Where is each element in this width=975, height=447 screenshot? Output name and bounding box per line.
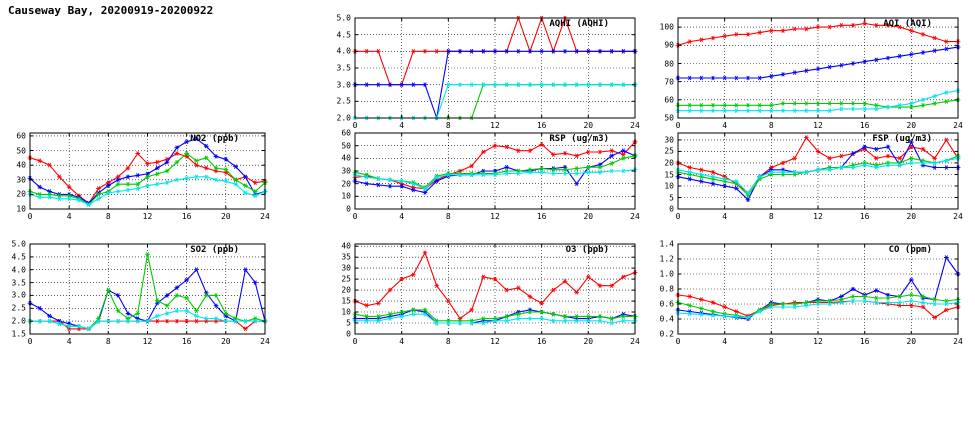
x-tick-label: 20 (583, 337, 594, 346)
x-tick-label: 24 (260, 212, 270, 221)
chart-title: NO2 (ppb) (190, 134, 239, 144)
x-tick-label: 8 (445, 121, 451, 130)
y-tick-label: 4.5 (336, 30, 351, 40)
y-tick-label: 10 (341, 191, 351, 201)
y-tick-label: 3.0 (11, 290, 26, 300)
y-tick-label: 4.0 (11, 265, 26, 275)
y-tick-label: 0 (346, 204, 351, 214)
x-tick-label: 0 (27, 337, 33, 346)
x-tick-label: 16 (536, 212, 547, 221)
chart-panel-so2 (2, 232, 277, 356)
chart-title: RSP (ug/m3) (549, 134, 609, 144)
y-tick-label: 20 (341, 285, 351, 295)
x-tick-label: 12 (490, 121, 500, 130)
y-tick-label: 100 (659, 22, 674, 32)
chart-panel-no2 (2, 121, 277, 231)
x-tick-label: 0 (352, 337, 358, 346)
y-tick-label: 0 (669, 204, 674, 214)
chart-title: SO2 (ppb) (190, 245, 239, 255)
y-tick-label: 5 (346, 318, 351, 328)
x-tick-label: 4 (66, 212, 72, 221)
x-tick-label: 12 (813, 212, 823, 221)
x-tick-label: 24 (630, 337, 640, 346)
y-tick-label: 1.2 (659, 254, 674, 264)
x-tick-label: 24 (953, 121, 963, 130)
x-tick-label: 4 (66, 337, 72, 346)
x-tick-label: 4 (722, 121, 728, 130)
y-tick-label: 2.5 (336, 96, 351, 106)
x-tick-label: 0 (675, 212, 681, 221)
chart-title: CO (ppm) (888, 245, 932, 255)
y-tick-label: 80 (664, 59, 674, 68)
y-tick-label: 5.0 (11, 239, 26, 249)
y-tick-label: 5.0 (336, 13, 351, 23)
x-tick-label: 20 (906, 337, 917, 346)
chart-panel-rsp (327, 121, 647, 231)
x-tick-label: 4 (399, 212, 405, 221)
x-tick-label: 24 (630, 121, 640, 130)
x-tick-label: 12 (813, 121, 823, 130)
y-tick-label: 60 (16, 131, 26, 141)
y-tick-label: 15 (664, 170, 674, 179)
x-tick-label: 4 (399, 337, 405, 346)
y-tick-label: 3.5 (11, 278, 26, 288)
y-tick-label: 3.0 (336, 80, 351, 90)
x-tick-label: 16 (181, 212, 192, 221)
y-tick-label: 5 (669, 193, 674, 202)
y-tick-label: 90 (664, 40, 674, 50)
x-tick-label: 16 (536, 121, 547, 130)
y-tick-label: 4.0 (336, 46, 351, 56)
y-tick-label: 3.5 (336, 63, 351, 73)
chart-panel-aqhi (327, 6, 647, 140)
x-tick-label: 12 (813, 337, 823, 346)
y-tick-label: 15 (341, 296, 351, 306)
y-tick-label: 30 (16, 175, 26, 185)
x-tick-label: 8 (105, 337, 111, 346)
x-tick-label: 8 (768, 121, 774, 130)
y-tick-label: 0 (346, 329, 351, 339)
y-tick-label: 30 (341, 166, 351, 176)
x-tick-label: 24 (260, 337, 270, 346)
y-tick-label: 0.8 (659, 284, 674, 294)
x-tick-label: 16 (536, 337, 547, 346)
y-tick-label: 30 (664, 135, 674, 145)
chart-panel-aqi (650, 6, 970, 140)
x-tick-label: 20 (906, 121, 917, 130)
chart-panel-fsp (650, 121, 970, 231)
x-tick-label: 12 (142, 337, 153, 346)
chart-title: O3 (ppb) (565, 245, 609, 255)
y-tick-label: 50 (16, 146, 26, 155)
page-title: Causeway Bay, 20200919-20200922 (8, 4, 214, 17)
y-tick-label: 10 (16, 204, 26, 214)
y-tick-label: 10 (341, 307, 351, 317)
y-tick-label: 20 (341, 179, 351, 189)
y-tick-label: 0.6 (659, 299, 674, 309)
chart-panel-co (650, 232, 970, 356)
x-tick-label: 0 (27, 212, 33, 221)
x-tick-label: 8 (768, 212, 774, 221)
x-tick-label: 0 (352, 121, 358, 130)
y-tick-label: 60 (341, 128, 351, 138)
x-tick-label: 16 (859, 121, 870, 130)
y-tick-label: 1.5 (11, 329, 26, 339)
x-tick-label: 12 (490, 212, 500, 221)
y-tick-label: 2.0 (11, 316, 26, 326)
y-tick-label: 1.0 (659, 269, 674, 279)
x-tick-label: 24 (953, 337, 963, 346)
y-tick-label: 30 (341, 263, 351, 273)
x-tick-label: 20 (220, 212, 231, 221)
x-tick-label: 0 (675, 337, 681, 346)
y-tick-label: 2.0 (336, 113, 351, 123)
x-tick-label: 20 (583, 121, 594, 130)
x-tick-label: 16 (181, 337, 192, 346)
y-tick-label: 50 (341, 141, 351, 151)
x-tick-label: 20 (220, 337, 231, 346)
y-tick-label: 0.2 (659, 329, 674, 339)
x-tick-label: 16 (859, 337, 870, 346)
x-tick-label: 0 (352, 212, 358, 221)
y-tick-label: 20 (16, 189, 26, 199)
y-tick-label: 4.5 (11, 252, 26, 262)
x-tick-label: 16 (859, 212, 870, 221)
y-tick-label: 50 (664, 113, 674, 123)
y-tick-label: 25 (664, 146, 674, 156)
y-tick-label: 35 (341, 252, 351, 262)
x-tick-label: 20 (906, 212, 917, 221)
x-tick-label: 8 (445, 337, 451, 346)
y-tick-label: 2.5 (11, 303, 26, 313)
x-tick-label: 4 (722, 337, 728, 346)
y-tick-label: 40 (341, 241, 351, 251)
x-tick-label: 20 (583, 212, 594, 221)
y-tick-label: 10 (664, 181, 674, 191)
chart-title: AQHI (AQHI) (549, 19, 609, 29)
y-tick-label: 25 (341, 274, 351, 284)
x-tick-label: 24 (953, 212, 963, 221)
chart-title: AQI (AQI) (883, 19, 932, 29)
y-tick-label: 40 (16, 160, 26, 170)
x-tick-label: 0 (675, 121, 681, 130)
x-tick-label: 12 (142, 212, 153, 221)
y-tick-label: 70 (664, 77, 674, 87)
x-tick-label: 8 (768, 337, 774, 346)
y-tick-label: 0.4 (659, 314, 674, 324)
x-tick-label: 4 (399, 121, 405, 130)
y-tick-label: 40 (341, 153, 351, 163)
x-tick-label: 4 (722, 212, 728, 221)
x-tick-label: 8 (445, 212, 451, 221)
y-tick-label: 20 (664, 158, 674, 168)
chart-title: FSP (ug/m3) (872, 134, 932, 144)
y-tick-label: 60 (664, 95, 674, 105)
x-tick-label: 8 (105, 212, 111, 221)
x-tick-label: 24 (630, 212, 640, 221)
x-tick-label: 12 (490, 337, 500, 346)
y-tick-label: 1.4 (659, 239, 674, 249)
chart-panel-o3 (327, 232, 647, 356)
